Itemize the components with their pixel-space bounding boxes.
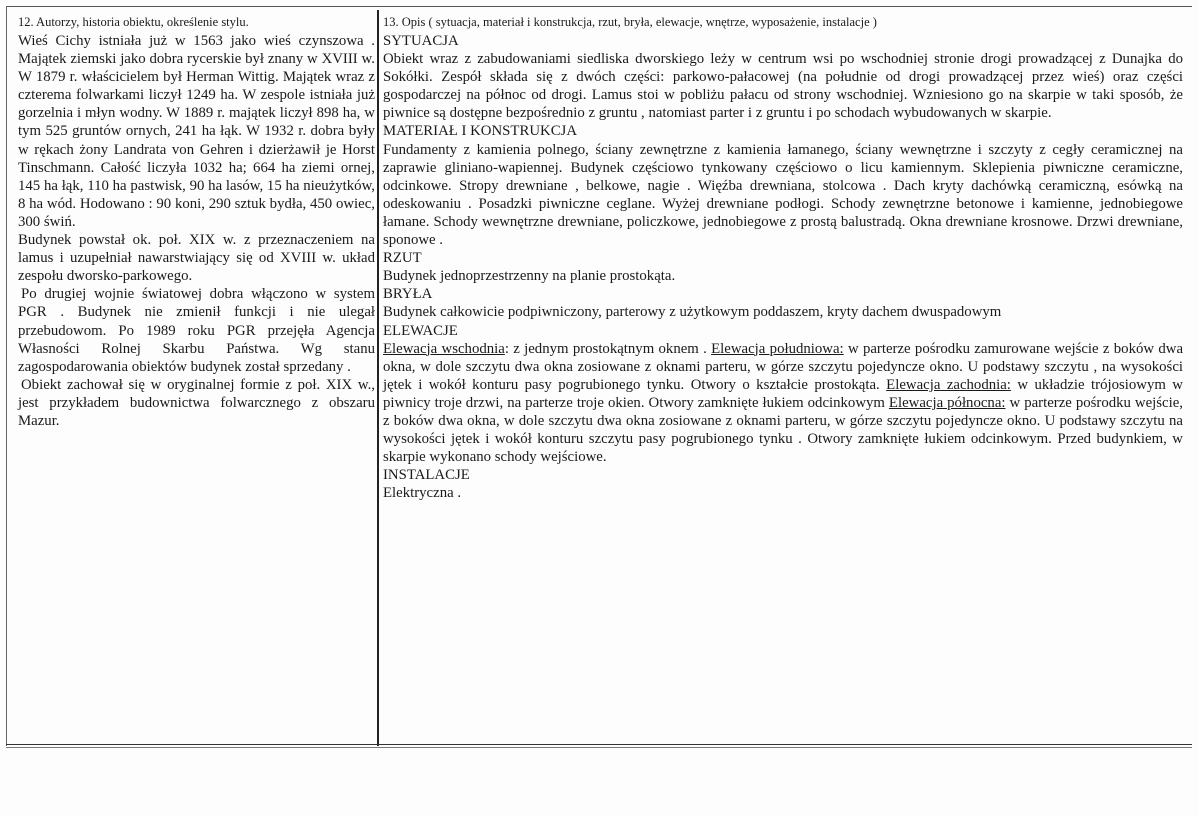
bottom-rule: [6, 744, 1192, 745]
bottom-rule-secondary: [6, 747, 1192, 748]
section-title-sytuacja: SYTUACJA: [383, 33, 459, 49]
top-rule: [6, 6, 1192, 7]
elevation-west-text: w układzie trójosiowym w piwnicy troje drzwi, na parterze troje okien. Otwory zamknięte łukiem odcinkowym: [383, 376, 1183, 411]
history-paragraph: Budynek powstał ok. poł. XIX w. z przeznaczeniem na lamus i uzupełniał nawarstwiający się od XVIII w. układ zespołu dworsko-parkowego.: [18, 232, 375, 285]
elevation-south-text: w parterze pośrodku zamurowane wejście z boków dwa okna, w dole szczytu dwa okna zosiowane z oknami parteru, w górze szczytu pojedyncze okno. U podstawy szczytu , na wysokości jętek i wokół konturu pasy pogrubionego tynku. Otwory o kształcie prostokąta.: [383, 340, 1184, 393]
description-column: [383, 14, 1183, 502]
left-border: [6, 6, 7, 746]
section-text-bryla: Budynek całkowicie podpiwniczony, parterowy z użytkowym poddaszem, kryty dachem dwuspadowym: [383, 304, 1002, 321]
description-heading: 13. Opis ( sytuacja, materiał i konstrukcja, rzut, bryła, elewacje, wnętrze, wyposażenie, instalacje ): [383, 15, 877, 29]
elevation-north-text: w parterze pośrodku wejście, z boków dwa okna, w dole szczytu dwa okna zosiowane z oknami parteru, w górze szczytu pojedyncze okno. U podstawy szczytu na wysokości jętek i wokół konturu szczytu pasy pogrubionego tynku . Otwory zamknięte łukiem odcinkowym. Przed budynkiem, w skarpie wykonano schody wejściowe.: [383, 394, 1183, 466]
section-title-bryla: BRYŁA: [383, 286, 433, 303]
section-text-instalacje: Elektryczna .: [383, 485, 462, 502]
elevation-east-text: : z jednym prostokątnym oknem .: [504, 340, 707, 357]
column-divider: [377, 10, 379, 746]
history-heading: 12. Autorzy, historia obiektu, określenie stylu.: [18, 15, 249, 29]
history-paragraph: Obiekt zachował się w oryginalnej formie z poł. XIX w., jest przykładem budownictwa folwarcznego z obszaru Mazur.: [18, 376, 375, 429]
section-text-sytuacja: Obiekt wraz z zabudowaniami siedliska dworskiego leży w centrum wsi po wschodniej stronie drogi prowadzącej z Dunajka do Sokółki. Zespół składa się z dwóch części: parkowo-pałacowej (na południe od drogi prowadzącej przez wieś) oraz części gospodarczej na północ od drogi. Lamus stoi w pobliżu pałacu od strony wschodniej. Wzniesiono go na skarpie w taki sposób, że piwnice są dostępne bezpośrednio z gruntu , natomiast parter i z gruntu i po schodach wybudowanych w skarpie.: [383, 51, 1183, 122]
section-text-rzut: Budynek jednoprzestrzenny na planie prostokąta.: [383, 268, 676, 285]
section-text-material: Fundamenty z kamienia polnego, ściany zewnętrzne z kamienia łamanego, ściany wewnętrzne i szczyty z cegły ceramicznej na zaprawie gliniano-wapiennej. Budynek częściowo tynkowany częściowo o licu kamiennym. Sklepienia piwniczne ceramiczne, odcinkowe. Stropy drewniane , belkowe, nagie . Więźba drewniana, stolcowa . Dach kryty dachówką ceramiczną, esówką na odeskowaniu . Posadzki piwniczne ceglane. Wyżej drewniane podłogi. Schody zewnętrzne betonowe i kamienne, jednobiegowe łamane. Schody wewnętrzne drewniane, policzkowe, jednobiegowe z prostą balustradą. Okna drewniane krosnowe. Drzwi drewniane, sponowe .: [383, 141, 1183, 249]
elevation-north-label: Elewacja północna:: [888, 394, 1006, 411]
elevation-east-label: Elewacja wschodnia: [383, 340, 505, 357]
section-title-material: MATERIAŁ I KONSTRUKCJA: [383, 123, 578, 140]
section-title-elewacje: ELEWACJE: [383, 322, 458, 339]
section-title-rzut: RZUT: [383, 250, 422, 267]
description-body: [383, 32, 1183, 502]
section-text-elewacje: [383, 340, 1183, 467]
section-title-instalacje: INSTALACJE: [383, 467, 470, 484]
history-paragraph: Po drugiej wojnie światowej dobra włączono w system PGR . Budynek nie zmienił funkcji i nie ulegał przebudowom. Po 1989 roku PGR przejęła Agencja Własności Rolnej Skarbu Państwa. Wg stanu zagospodarowania obiektów budynek został sprzedany .: [18, 286, 375, 375]
elevation-west-label: Elewacja zachodnia:: [886, 376, 1011, 393]
elevation-south-label: Elewacja południowa:: [711, 340, 844, 357]
history-column: [18, 14, 375, 430]
history-body: [18, 32, 375, 430]
history-paragraph: Wieś Cichy istniała już w 1563 jako wieś czynszowa . Majątek ziemski jako dobra rycerskie był znany w XVIII w. W 1879 r. właścicielem był Herman Wittig. Majątek wraz z czterema folwarkami liczył 1249 ha. W zespole istniała już gorzelnia i młyn wodny. W 1889 r. majątek liczył 898 ha, w tym 525 gruntów ornych, 241 ha łąk. W 1932 r. dobra były w rękach żony Landrata von Gehren i dzierżawił je Horst Tinschmann. Całość liczyła 1032 ha; 664 ha ziemi ornej, 145 ha łąk, 110 ha pastwisk, 90 ha lasów, 15 ha nieużytków, 8 ha wód. Hodowano : 90 koni, 290 sztuk bydła, 450 owiec, 300 świń.: [18, 33, 375, 230]
